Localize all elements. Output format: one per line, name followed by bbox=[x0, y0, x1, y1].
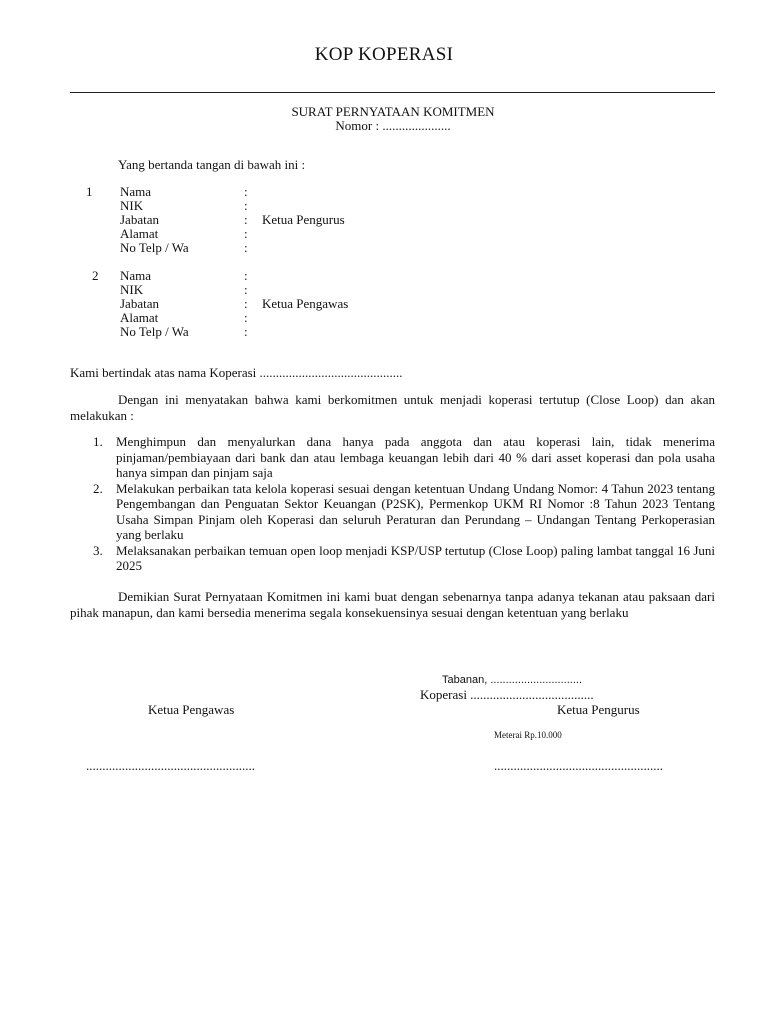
list-item bbox=[70, 434, 715, 481]
field-value: Ketua Pengawas bbox=[262, 296, 349, 311]
field-label: Nama bbox=[120, 268, 152, 283]
field-separator: : bbox=[244, 324, 248, 339]
list-number: 3. bbox=[93, 542, 103, 558]
person-number: 1 bbox=[86, 184, 93, 199]
field-label: NIK bbox=[120, 282, 144, 297]
field-separator: : bbox=[244, 296, 248, 311]
list-item bbox=[70, 543, 715, 574]
acting-on-behalf: Kami bertindak atas nama Koperasi ............................................ bbox=[70, 365, 403, 380]
document-title bbox=[0, 105, 768, 133]
field-label: Nama bbox=[120, 184, 152, 199]
intro-text: Yang bertanda tangan di bawah ini : bbox=[118, 157, 306, 172]
field-label: Alamat bbox=[120, 226, 159, 241]
field-separator: : bbox=[244, 212, 248, 227]
field-label: NIK bbox=[120, 198, 144, 213]
document-number: Nomor : ..................... bbox=[335, 118, 451, 133]
meterai-stamp-label: Meterai Rp.10.000 bbox=[494, 730, 562, 740]
list-item bbox=[70, 481, 715, 543]
letterhead-title: KOP KOPERASI bbox=[314, 44, 454, 65]
signature-left-line: .................................................... bbox=[86, 758, 255, 773]
field-label: No Telp / Wa bbox=[120, 324, 189, 339]
signature-left-title: Ketua Pengawas bbox=[148, 702, 235, 717]
field-separator: : bbox=[244, 226, 248, 241]
list-text: Melaksanakan perbaikan temuan open loop menjadi KSP/USP tertutup (Close Loop) paling lambat tanggal 16 Juni 2025 bbox=[116, 542, 715, 573]
field-separator: : bbox=[244, 184, 248, 199]
field-separator: : bbox=[244, 310, 248, 325]
signature-koperasi: Koperasi ...................................... bbox=[420, 687, 594, 702]
list-text: Menghimpun dan menyalurkan dana hanya pada anggota dan atau koperasi lain, tidak menerima pinjaman/pembiayaan dari bank dan atau lembaga keuangan lebih dari 40 % dari asset koperasi dan pola usaha hanya simpan dan pinjam saja bbox=[116, 434, 715, 480]
closing-paragraph: Demikian Surat Pernyataan Komitmen ini kami buat dengan sebenarnya tanpa adanya tekanan atau paksaan dari pihak manapun, dan kami bersedia menerima segala konsekuensinya sesuai dengan ketentuan yang berlaku bbox=[70, 589, 715, 620]
field-label: No Telp / Wa bbox=[120, 240, 189, 255]
list-number: 1. bbox=[93, 434, 103, 449]
field-label: Alamat bbox=[120, 310, 159, 325]
field-label: Jabatan bbox=[120, 296, 159, 311]
field-separator: : bbox=[244, 240, 248, 255]
field-label: Jabatan bbox=[120, 212, 159, 227]
field-separator: : bbox=[244, 282, 248, 297]
signature-right-line: .................................................... bbox=[494, 758, 663, 773]
field-separator: : bbox=[244, 198, 248, 213]
document-heading: SURAT PERNYATAAN KOMITMEN bbox=[291, 104, 495, 119]
field-separator: : bbox=[244, 268, 248, 283]
commitment-list bbox=[70, 434, 715, 574]
letterhead-divider bbox=[70, 92, 715, 93]
signature-place-date: Tabanan, .............................. bbox=[442, 674, 583, 686]
list-number: 2. bbox=[93, 480, 103, 496]
field-value: Ketua Pengurus bbox=[262, 212, 345, 227]
list-text: Melakukan perbaikan tata kelola koperasi sesuai dengan ketentuan Undang Undang Nomor: 4 Tahun 2023 tentang Pengembangan dan Penguatan Sektor Keuangan (P2SK), Permenkop UKM RI Nomor :8 Tahun 2023 Tentang Usaha Simpan Pinjam oleh Koperasi dan seluruh Peraturan dan Perundang – Undangan Tentang Perkoperasian yang berlaku bbox=[116, 480, 715, 542]
signature-right-title: Ketua Pengurus bbox=[557, 702, 640, 717]
statement-paragraph: Dengan ini menyatakan bahwa kami berkomitmen untuk menjadi koperasi tertutup (Close Loop) dan akan melakukan : bbox=[70, 392, 715, 423]
person-number: 2 bbox=[92, 268, 99, 283]
